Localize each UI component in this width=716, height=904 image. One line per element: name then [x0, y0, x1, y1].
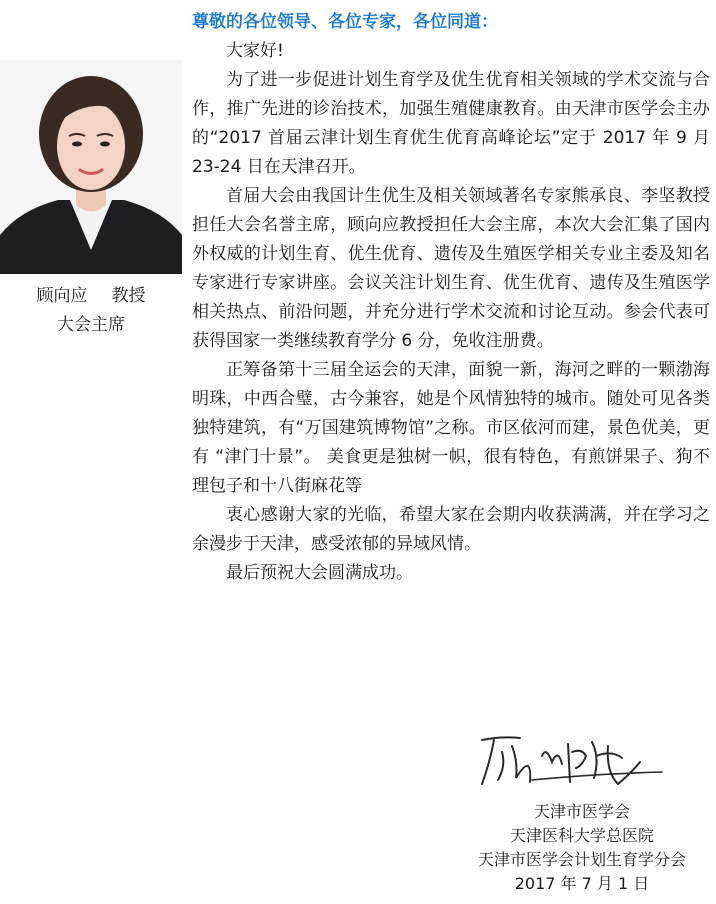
- portrait-caption: [0, 282, 182, 340]
- chairman-portrait: [0, 60, 182, 274]
- letter-paragraph: 首届大会由我国计生优生及相关领域著名专家熊承良、李坚教授担任大会名誉主席，顾向应教授担任大会主席，本次大会汇集了国内外权威的计划生育、优生优育、遗传及生殖医学相关专业主委及知名专家进行专家讲座。会议关注计划生育、优生优育、遗传及生殖医学相关热点、前沿问题，并充分进行学术交流和讨论互动。参会代表可获得国家一类继续教育学分 6 分，免收注册费。: [192, 186, 710, 351]
- hospital-name: 天津医科大学总医院: [509, 826, 654, 845]
- signature-image: [472, 722, 672, 792]
- chairman-profile: [0, 60, 182, 340]
- letter-paragraph: 衷心感谢大家的光临，希望大家在会期内收获满满，并在学习之余漫步于天津，感受浓郁的异域风情。: [192, 505, 710, 554]
- chairman-role: 大会主席: [57, 315, 125, 335]
- letter-date: 2017 年 7 月 1 日: [514, 874, 650, 893]
- letter-greeting: 尊敬的各位领导、各位专家，各位同道：: [192, 12, 498, 32]
- welcome-letter: [192, 8, 710, 588]
- letter-opening: 大家好!: [226, 41, 284, 61]
- letter-paragraph: 最后预祝大会圆满成功。: [226, 563, 413, 583]
- chairman-title: 教授: [111, 286, 146, 306]
- letter-paragraph: 正筹备第十三届全运会的天津，面貌一新，海河之畔的一颗渤海明珠，中西合璧，古今兼容，她是个风情独特的城市。随处可见各类独特建筑，有“万国建筑博物馆”之称。市区依河而建，景色优美，更有 “津门十景”。 美食更是独树一帜，很有特色，有煎饼果子、狗不理包子和十八街麻花等: [192, 360, 710, 496]
- chairman-name: 顾向应: [36, 286, 88, 306]
- handwritten-signature: [472, 722, 672, 792]
- letter-paragraph: 为了进一步促进计划生育学及优生优育相关领域的学术交流与合作，推广先进的诊治技术，加强生殖健康教育。由天津市医学会主办的“2017 首届云津计划生育优生优育高峰论坛”定于 2017 年 9 月 23-24 日在天津召开。: [192, 70, 710, 177]
- sign-off-block: [478, 800, 686, 896]
- portrait-photo: [0, 60, 182, 274]
- organizer-name: 天津市医学会: [533, 802, 630, 821]
- branch-society-name: 天津市医学会计划生育学分会: [477, 850, 686, 869]
